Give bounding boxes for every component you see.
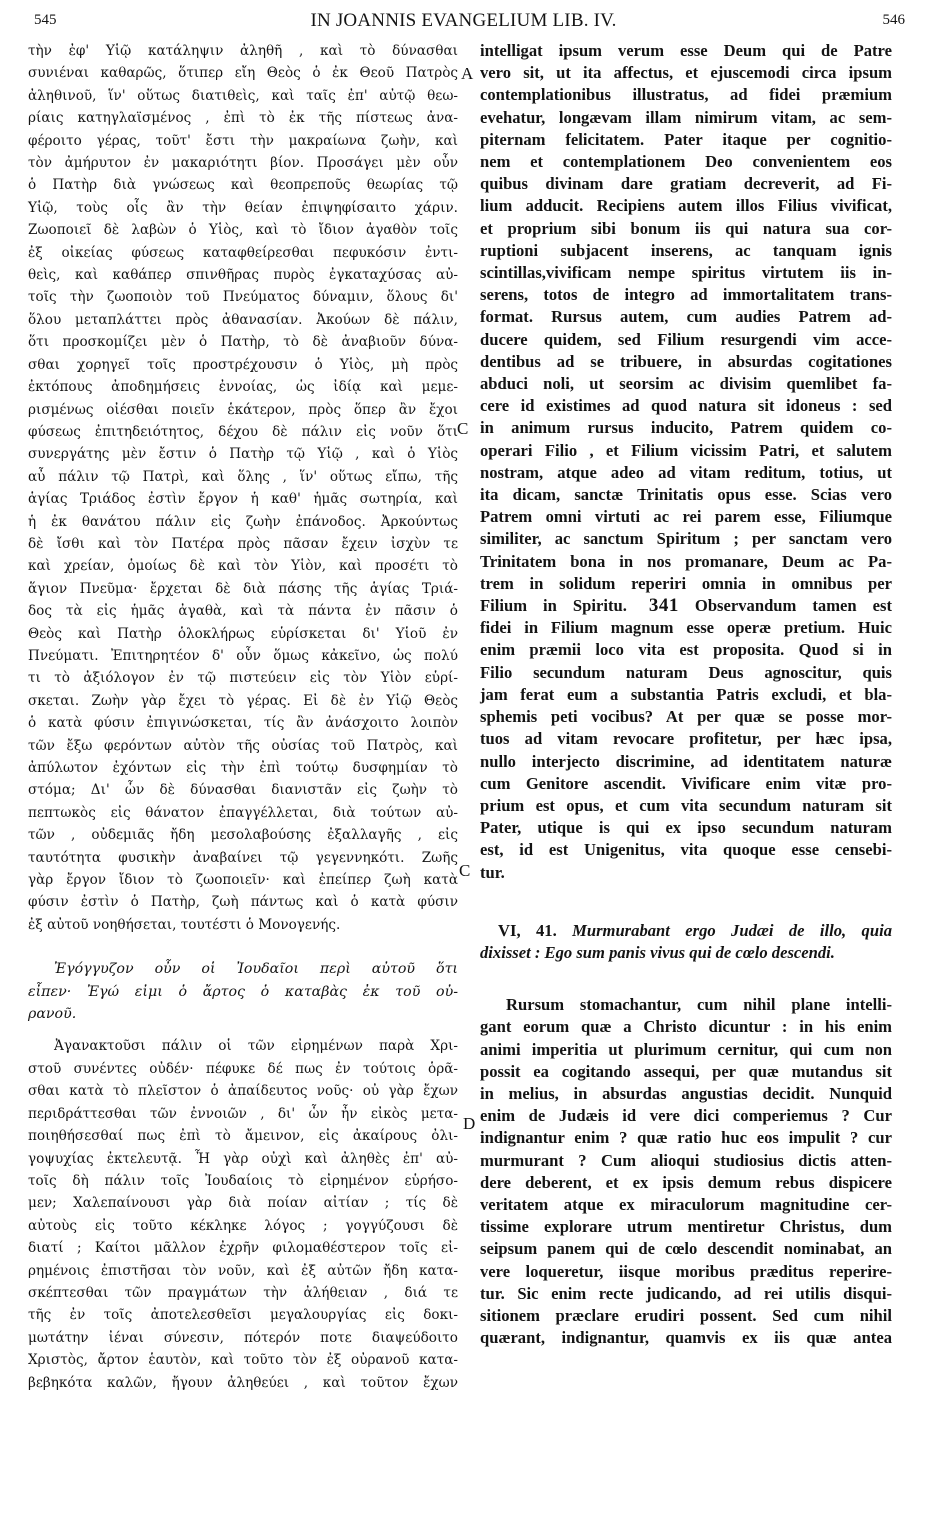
latin-line: dentibus ad se tribuere, in absurdas cogitationes [480,351,892,371]
greek-line: φύσεως ἐπιτηδειότητος, δέχου δὲ πάλιν εἰς νοῦν ὅτι [28,423,458,440]
lemma-text: Murmurabant ergo Judæi de illo, quia [572,920,892,940]
greek-line: ἐξ οἰκείας φύσεως καταφθείρεσθαι πεφυκόσιν ἐντι- [28,244,458,261]
latin-column [480,40,892,1349]
greek-line: μεν; Χαλεπαίνουσι γὰρ διὰ ποίαν αἰτίαν ; τίς δὲ [28,1195,458,1212]
latin-line: Pater, utique is qui ex ipso secundum naturam [480,818,892,838]
latin-line: Rursum stomachantur, cum nihil plane intelli- [506,995,892,1015]
latin-line: vere loqueretur, iisque moribus præditus reperire- [480,1261,892,1281]
latin-line: tuos ad vitam revocare profitetur, per hæc ipsa, [480,729,892,749]
lemma-reference: VI, 41. [498,920,557,940]
greek-line: τι τὸ ἀξιόλογον ἐν τῷ πιστεύειν εἰς τὸν Υἱὸν εὑρί- [28,670,458,687]
latin-text-block-cont [480,617,892,883]
greek-line: συνιέναι καθαρῶς, ὅτιπερ εἴη Θεὸς ὁ ἐκ Θεοῦ Πατρὸς [28,65,458,82]
greek-commentary-block [28,1035,458,1394]
greek-line: τῶν , οὐδεμιᾶς ἤδη μεσολαβούσης ἐξαλλαγῆς , εἰς [28,827,458,844]
greek-line: αὖ πάλιν τῷ Πατρὶ, καὶ ὅλης , ἵν' οὕτως εἴπω, τῆς [28,468,458,485]
latin-line: intelligat ipsum verum esse Deum qui de Patre [480,41,892,60]
section-letter-a: A [461,64,474,83]
greek-line: τῶν ἔξω φερόντων αὐτὸν τῆς οὐσίας τοῦ Πατρὸς, καὶ [28,737,458,754]
greek-line: σθαι κατὰ τὸ πλεῖστον ὁ ἀπαίδευτος νοῦς· οὐ γὰρ ἔχων [28,1083,458,1100]
latin-line: ruptioni subjacent inserens, ac tanquam ignis [480,240,892,260]
greek-line: φέροιτο γέρας, τοῦτ' ἔστι τὴν μακραίωνα ζωὴν, καὶ [28,132,458,149]
latin-line: tur. [480,862,505,882]
greek-line: ἡ ἐκ θανάτου πάλιν εἰς ζωὴν ἐπάνοδος. Ἀρκούντως [28,513,458,530]
greek-line: ἀληθινοῦ, ἵν' οὕτως διατιθεὶς, καὶ ταῖς ἐπ' αὐτῷ θεω- [28,87,458,104]
greek-line: ὅλου μεταπλάττει πρὸς ἀθανασίαν. Ἀκούων δὲ πάλιν, [28,311,458,328]
latin-line: gant eorum quæ a Christo dicuntur : in his enim [480,1017,892,1037]
greek-line: συνεργάτης μὲν ἔστιν ὁ Πατὴρ τῷ Υἱῷ , καὶ ὁ Υἱὸς [28,446,458,463]
latin-line: piternam felicitatem. Pater itaque per cognitio- [480,129,892,149]
latin-line: Patrem omni virtuti ac rei parem esse, Filiumque [480,507,892,527]
greek-line: αὐτοὺς εἰς τοῦτο κέκληκε λόγος ; γογγύζουσι δὲ [28,1217,458,1234]
latin-line: tissime explorare utrum mentiretur Christus, dum [480,1217,892,1237]
section-letter-c-2: C [459,861,471,880]
latin-line: evehatur, longævam illam nimirum vitam, ac sem- [480,107,892,127]
greek-line: ἅγιον Πνεῦμα· ἔρχεται δὲ διὰ πάσης τῆς ἁγίας Τριά- [28,580,458,597]
greek-column [28,40,458,1394]
greek-line: τὸν ἀμήρυτον ἐν μακαριότητι βίον. Προσάγει μὲν οὖν [28,155,458,172]
latin-line: operari Filio , et Filium vicissim Patri, et salutem [480,440,892,460]
latin-line: indignantur enim ? quæ ratio huc eos impulit ? cur [480,1128,892,1148]
greek-line: σθαι χορηγεῖ τοῖς προστρέχουσιν ὁ Υἱὸς, μὴ πρὸς [28,356,458,373]
greek-line: ὅτι προσκομίζει μὲν ὁ Πατὴρ, τὸ δὲ ἀναβιοῦν δύνα- [28,334,458,351]
greek-line: Ἀγανακτοῦσι πάλιν οἱ τῶν εἰρημένων παρὰ Χρι- [54,1038,458,1055]
latin-line: Filium in Spiritu. [480,596,627,616]
greek-line: ταυτότητα φυσικὴν ἀναβαίνει τῷ γεγεννηκότι. Ζωῆς [28,849,458,866]
latin-line: animi imperitia ut plurimum cernitur, qui cum non [480,1039,892,1059]
greek-line: διατί ; Καίτοι μᾶλλον ἐχρῆν φιλομαθέστερον τοῖς εἰ- [28,1240,458,1257]
greek-line: ἐκτόπους ἀποδημήσεις ἐννοίας, ὡς ἰδίᾳ καὶ μεμε- [28,379,458,396]
greek-line: φύσιν ἐστὶν ὁ Πατὴρ, ζωὴ πάντως καὶ ὁ κατὰ φύσιν [28,894,458,911]
latin-line: dere deberent, et ex ipsis demum rebus dispicere [480,1172,892,1192]
greek-text-block [28,40,458,936]
greek-line: ρίαις κατηγλαϊσμένος , ἐπὶ τὸ ἐκ τῆς πίστεως ἀνα- [28,110,458,127]
greek-line: δὲ ἴσθι καὶ τὸν Πατέρα πρὸς πᾶσαν ἔχειν ἰσχὺν τε [28,535,458,552]
latin-line: ita dicam, sanctæ Trinitatis opus esse. Scias vero [480,485,892,505]
greek-line: ἐξ αὐτοῦ νοηθήσεται, τουτέστι ὁ Μονογενής. [28,916,341,933]
latin-line: contemplationibus illustratus, ad fidei præmium [480,85,892,105]
greek-lemma-line: Ἐγόγγυζον οὖν οἱ Ἰουδαῖοι περὶ αὐτοῦ ὅτι [54,961,458,978]
latin-line: in animum rursus inducito, Patrem quidem co- [480,418,892,438]
greek-line: τὴν ἐφ' Υἱῷ κατάληψιν ἀληθῆ , καὶ τὸ δύνασθαι [28,43,458,59]
latin-lemma [480,920,892,964]
marginal-number: 341 [648,595,679,617]
section-letter-c-1: C [457,419,469,438]
latin-line: nullo interjecto discrimine, ad identitatem naturæ [480,751,892,771]
greek-line: βεβηκότα καλῶν, ἤγουν ἀληθεύει , καὶ τοῦτον ἔχων [28,1374,458,1391]
latin-line: enim præmii loco vita est proposita. Quod si in [480,640,892,660]
greek-line: ρημένοις ἐπιστῆσαι τὸν νοῦν, καὶ ἐξ αὐτῶν ἤδη κατα- [28,1262,458,1279]
latin-line: serens, totos de integro ad immortalitatem trans- [480,285,892,305]
latin-line: ducere quidem, sed Filium resurgendi vim acce- [480,329,892,349]
latin-line: Observandum tamen est [694,596,892,616]
greek-line: τοῖς τὴν ζωοποιὸν τοῦ Πνεύματος δύναμιν, ὅλους δι' [28,289,458,306]
greek-line: δος τὰ εἰς ἡμᾶς ἀγαθὰ, καὶ τὰ πάντα ἐν πᾶσιν ὁ [28,603,458,620]
greek-line: Υἱῷ, τοὺς οἷς ἂν τὴν θείαν ἐπιψηφίσαιτο χάριν. [28,199,458,216]
latin-line: in melius, in absurdas angustias decidit. Nunquid [480,1083,892,1103]
greek-line: ποιηθήσεσθαί πως ἐπὶ τὸ ἄμεινον, εἰς ἀκαίρους ὀλι- [28,1128,458,1145]
greek-line: Ζωοποιεῖ δὲ λαβὼν ὁ Υἱὸς, καὶ τὸ ἴδιον ἀγαθὸν τοῖς [28,222,458,239]
latin-line: quærant, indignantur, quamvis ex iis quæ antea [480,1328,892,1348]
latin-line: murmurant ? Cum alioqui studiosius dictis atten- [480,1150,892,1170]
latin-line: enim de Judæis id vere dici comperiemus ? Cur [480,1106,892,1126]
greek-line: τῆς ἐν τοῖς ἀποτελεσθεῖσι μεγαλουργίας εἰς δοκι- [28,1307,458,1324]
latin-commentary-block [480,994,892,1349]
greek-line: καὶ χρείαν, ὁμοίως δὲ καὶ τὸν Υἱὸν, καὶ προσέτι τὸ [28,558,458,575]
latin-lemma-line: dixisset : Ego sum panis vivus qui de cœlo descendi. [480,942,835,962]
latin-line: jam ferat eum a substantia Patris excludi, et bla- [480,684,892,704]
page-number-left: 545 [34,12,57,28]
greek-line: σκέπτεσθαι τῶν πραγμάτων τὴν ἀλήθειαν , διά τε [28,1284,458,1301]
latin-line: sitionem præclare erudiri possent. Sed cum nihil [480,1305,892,1325]
greek-line: πεπτωκὸς εἰς θάνατον ἐπαγγέλλεται, διὰ τούτων αὐ- [28,804,458,821]
latin-line: abduci noli, ut seorsim ac divisim quemlibet fa- [480,374,892,394]
latin-lemma-line [480,920,892,942]
latin-line: prium est opus, et cum vita secundum naturam sit [480,795,892,815]
section-letter-d: D [463,1114,476,1133]
greek-line: μωτάτην ἰέναι σύνεσιν, πότερόν ποτε διαψεύδοιτο [28,1329,458,1346]
latin-line: cere id existimes ad quod natura sit idoneus : sed [480,396,892,416]
greek-line: περιδράττεσθαι τῶν ἐννοιῶν , δι' ὧν ἦν εἰκὸς μετα- [28,1105,458,1122]
latin-line: scintillas,vivificam nempe spiritus virtutem iis in- [480,263,892,283]
latin-line: similiter, ac sanctum Spiritum ; per sanctam vero [480,529,892,549]
greek-line: ὁ Πατὴρ διὰ γνώσεως καὶ θεοπρεποῦς θεωρίας τῷ [28,177,458,194]
latin-line: sphemis peti vocibus? At per quæ se posse mor- [480,707,892,727]
latin-line: possit ea cogitando assequi, per quæ mutandus sit [480,1061,892,1081]
greek-line: ρισμένως οἰέσθαι ποιεῖν ἑκάτερον, πρὸς ὅπερ ἂν ἔχοι [28,401,458,418]
latin-line: nem et contemplationem Deo convenientem eos [480,152,892,172]
greek-line: θεὶς, καὶ καθάπερ σπινθῆρας πυρὸς ἐγκαταχύσας αὐ- [28,267,458,284]
greek-line: τοῖς δὴ πάλιν τοῖς Ἰουδαίοις τὸ εἰρημένον εὑρήσο- [28,1172,458,1189]
greek-line: γὰρ ἔργον ἴδιον τὸ ζωοποιεῖν· καὶ ἐπείπερ ζωὴ κατὰ [28,872,458,889]
latin-line: cum Genitore ascendit. Vivificare enim vitæ pro- [480,773,892,793]
latin-marker-line [480,595,892,617]
latin-line: vero sit, ut ita affectus, et ejuscemodi circa ipsum [480,63,892,83]
greek-line: στοῦ συνέντες οὐδέν· πέφυκε δέ πως ἐν τούτοις ὁρᾶ- [28,1060,458,1077]
greek-line: σκεται. Ζωὴν γὰρ ἔχει τὸ γέρας. Εἰ δὲ ἐν Υἱῷ Θεὸς [28,692,458,709]
latin-line: fidei in Filium magnum esse operæ pretium. Huic [480,618,892,638]
greek-line: ἁγίας Τριάδος ἐστὶν ἔργον ἡ καθ' ἡμᾶς σωτηρία, καὶ [28,491,458,508]
latin-line: est, id est Unigenitus, vita quoque esse censebi- [480,840,892,860]
page-number-right: 546 [882,12,905,28]
greek-line: ὁ κατὰ φύσιν ἐπιγινώσκεται, τίς ἂν ἀνάσχοιτο λοιπὸν [28,715,458,732]
latin-line: tur. Sic enim recte judicando, ad rei utilis disqui- [480,1283,892,1303]
running-title: IN JOANNIS EVANGELIUM LIB. IV. [310,10,617,31]
latin-line: et proprium sibi bonum iis qui natura sua cor- [480,218,892,238]
greek-line: ἀπύλωτον ἐχόντων εἰς τὴν ἐπὶ τούτῳ δυσφημίαν τὸ [28,760,458,776]
greek-line: Χριστὸς, ἄρτον ἑαυτὸν, καὶ τοῦτο τὸν ἐξ οὐρανοῦ κατα- [28,1352,458,1369]
latin-line: veritatem atque ex miraculorum magnitudine cer- [480,1194,892,1214]
greek-line: Θεὸς καὶ Πατὴρ ὁλοκλήρως εὑρίσκεται δι' Υἱοῦ ἐν [28,625,458,642]
latin-text-block [480,40,892,595]
latin-line: quibus divinam dare gratiam decreverit, ad Fi- [480,174,892,194]
latin-line: Filio secundum naturam Deus agnoscitur, quis [480,662,892,682]
greek-lemma-line: ρανοῦ. [28,1006,77,1023]
page-header [0,4,927,44]
greek-line: στόμα; Δι' ὧν δὲ δύνασθαι διανιστᾶν εἰς ζωὴν τὸ [28,782,458,799]
latin-line: lium adducit. Recipiens autem illos Filius vivificat, [480,196,892,216]
greek-line: Πνεύματι. Ἐπιτηρητέον δ' οὖν ὅμως κἀκεῖνο, ὡς πολύ [28,647,458,664]
latin-line: seipsum panem qui de cœlo descendit nominabat, an [480,1239,892,1259]
latin-line: nostram, atque adeo ad vitam reditum, totius, ut [480,462,892,482]
latin-line: format. Rursus autem, cum audies Patrem ad- [480,307,892,327]
greek-lemma [28,958,458,1025]
latin-line: trem in solidum reperiri omnia in omnibus per [480,573,892,593]
greek-line: γοψυχίας ἐκτελευτᾷ. Ἦ γὰρ οὐχὶ καὶ ἀληθὲς ἐπ' αὐ- [28,1150,458,1167]
greek-lemma-line: εἶπεν· Ἐγώ εἰμι ὁ ἄρτος ὁ καταβὰς ἐκ τοῦ οὐ- [28,983,458,1000]
latin-line: Trinitatem bona in nos promanare, Deum ac Pa- [480,551,892,571]
